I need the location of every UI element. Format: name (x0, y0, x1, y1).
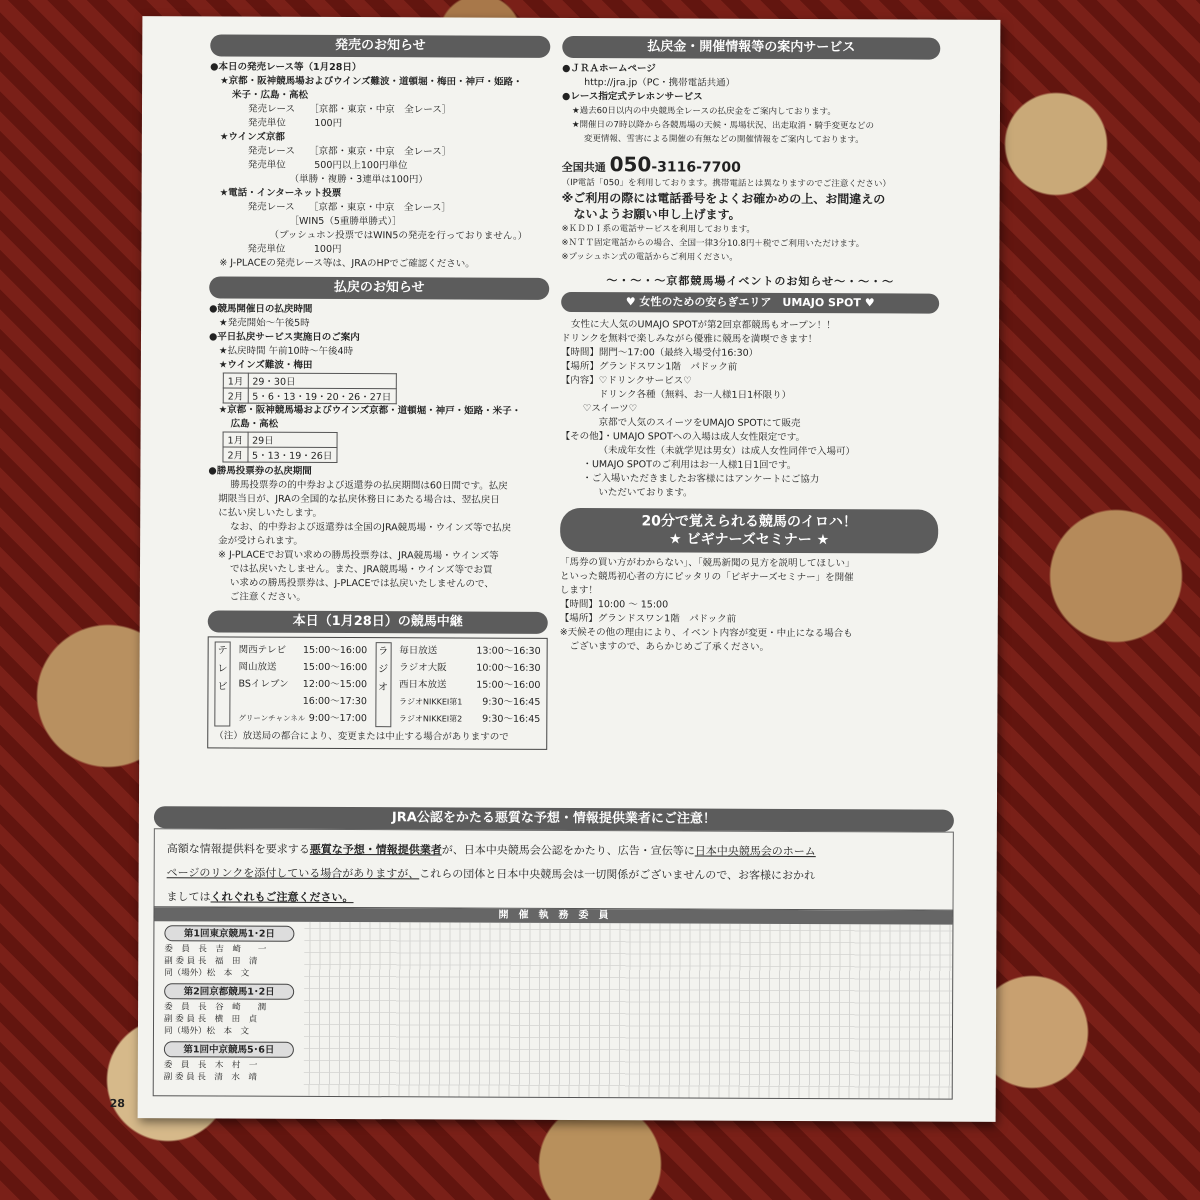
refund-period-line: 勝馬投票券の的中券および返還券の払戻期間は60日間です。払戻 (230, 479, 508, 492)
event-sweets-heading: ♡スイーツ♡ (582, 403, 638, 415)
list-item (399, 642, 540, 660)
sales-banner: 発売のお知らせ (210, 34, 550, 57)
info-tel-line: 変更情報、雪害による開催の有無などの開催情報をご案内しております。 (583, 134, 864, 146)
warning-line (167, 861, 941, 888)
table-cell: 2月 (223, 447, 248, 462)
warning-text: が、日本中央競馬会公認をかたり、広告・宣伝等に (441, 843, 695, 858)
umajo-spot-banner: ♥ 女性のための安らぎエリア UMAJO SPOT ♥ (561, 292, 939, 314)
list-item (239, 659, 368, 677)
refund-kyoto-table (222, 431, 337, 463)
event-other: ・ご入場いただきましたお客様にはアンケートにご協力 (582, 473, 820, 486)
info-tel-line: ★開催日の7時以降から各競馬場の天候・馬場状況、出走取消・騎手変更などの (571, 120, 875, 132)
table-row (223, 373, 396, 389)
official-line: 同（場外）松 本 文 (164, 968, 250, 979)
list-item (238, 710, 367, 728)
station-name: BSイレブン (238, 678, 289, 690)
list-item (399, 710, 540, 728)
event-other: いただいております。 (598, 487, 693, 499)
refund-kyoto-heading-2: 広島・高松 (230, 418, 279, 430)
station-name: 岡山放送 (238, 661, 277, 673)
table-row (223, 432, 337, 447)
sales-kyoto-heading-2: 米子・広島・高松 (232, 89, 309, 101)
page-number: 28 (109, 1097, 126, 1111)
official-line: 副 委 員 長 横 田 貞 (164, 1014, 258, 1025)
table-cell: 5・6・13・19・20・26・27日 (248, 388, 396, 404)
sales-kyoto-races: 発売レース ［京都・東京・中京 全レース］ (247, 103, 452, 116)
info-tel-heading: ●レース指定式テレホンサービス (562, 90, 703, 103)
air-time: 15:00〜16:00 (476, 679, 541, 691)
refund-period-line: に払い戻しいたします。 (218, 507, 323, 519)
station-name: ラジオNIKKEI第1 (398, 697, 463, 707)
officials-grid (304, 922, 953, 1099)
table-cell: 29・30日 (248, 373, 396, 389)
ntt-note: ※ＮＴＴ固定電話からの場合、全国一律3分10.8円＋税でご利用いただけます。 (561, 237, 865, 250)
sales-today-heading: ●本日の発売レース等（1月28日） (210, 61, 362, 74)
sales-tel-races: 発売レース ［京都・東京・中京 全レース］ (247, 201, 451, 214)
phone-label: 全国共通 (561, 160, 606, 175)
warning-text: ましては (166, 890, 211, 904)
info-jra-heading: ●ＪＲＡホームページ (562, 62, 656, 75)
seminar-subtitle: ★ ビギナーズセミナー ★ (669, 531, 830, 549)
seminar-time: 【時間】10:00 〜 15:00 (559, 598, 669, 611)
refund-period-line: い求めの勝馬投票券は、J-PLACEでは払戻いたしませんので、 (229, 577, 494, 590)
right-column (560, 36, 941, 656)
event-other: ・UMAJO SPOTのご利用はお一人様1日1回です。 (582, 459, 797, 471)
air-time: 15:00〜16:00 (302, 644, 368, 657)
station-name: グリーンチャンネル (238, 713, 306, 723)
warning-emphasis: くれぐれもご注意ください。 (210, 890, 354, 905)
list-item (238, 693, 367, 711)
officials-title: 開 催 執 務 委 員 (154, 907, 952, 924)
officials-table (153, 906, 954, 1099)
event-band: 〜・〜・〜京都競馬場イベントのお知らせ〜・〜・〜 (606, 274, 895, 289)
left-column (207, 34, 550, 749)
official-line: 委 員 長 谷 崎 潤 (164, 1002, 267, 1013)
event-content: 【内容】♡ドリンクサービス♡ (560, 374, 692, 387)
tv-list (238, 642, 367, 728)
seminar-note: ございますので、あらかじめご了承ください。 (569, 641, 769, 653)
radio-label: ラジオ (375, 642, 391, 727)
table-cell: 1月 (223, 373, 248, 388)
program-page (109, 16, 1001, 1122)
info-banner: 払戻金・開催情報等の案内サービス (562, 36, 940, 60)
official-line: 副 委 員 長 清 水 靖 (163, 1072, 257, 1083)
refund-weekday-heading: ●平日払戻サービス実施日のご案内 (208, 331, 360, 344)
officials-meets (154, 921, 305, 1084)
air-time: 15:00〜16:00 (302, 661, 368, 674)
table-cell: 5・13・19・26日 (248, 447, 337, 462)
info-tel-line: ★過去60日以内の中央競馬全レースの払戻金をご案内しております。 (571, 106, 836, 118)
official-line: 委 員 長 吉 崎 一 (164, 944, 267, 955)
official-line: 同（場外）松 本 文 (163, 1026, 250, 1037)
sales-tel-win5: ［WIN5（5重勝単勝式）］ (289, 215, 402, 228)
table-row (223, 388, 396, 404)
refund-period-line: なお、的中券および返還券は全国のJRA競馬場・ウインズ等で払戻 (230, 521, 512, 534)
refund-wins-table (223, 372, 397, 404)
air-time: 9:30〜16:45 (482, 713, 541, 725)
push-note: ※プッシュホン式の電話からご利用ください。 (561, 251, 738, 263)
air-time: 9:00〜17:00 (308, 712, 367, 725)
info-jra-url: http://jra.jp（PC・携帯電話共通） (584, 77, 736, 89)
seminar-line: といった競馬初心者の方にピッタリの「ビギナーズセミナー」を開催 (559, 570, 854, 584)
warning-text: 高額な情報提供料を要求する (166, 842, 310, 856)
refund-period-line: 金が受けられます。 (218, 535, 303, 547)
phone-number (562, 152, 940, 178)
meet-name: 第2回京都競馬1･2日 (164, 983, 294, 1000)
kddi-note: ※ＫＤＤＩ系の電話サービスを利用しております。 (561, 223, 755, 235)
event-drink: ドリンク各種（無料、お一人様1日1杯限り） (598, 389, 792, 401)
list-item (239, 642, 368, 660)
seminar-note: ※天候その他の理由により、イベント内容が変更・中止になる場合も (559, 626, 853, 640)
event-place: 【場所】グランドスワン1階 パドック前 (560, 360, 738, 373)
refund-period-line: では払戻いたしません。また、JRA競馬場・ウインズ等でお買 (229, 563, 493, 576)
refund-day-heading: ●競馬開催日の払戻時間 (209, 303, 313, 315)
meet-name: 第1回東京競馬1･2日 (164, 925, 294, 942)
phone-rest: -3116-7700 (651, 159, 741, 176)
station-name: ラジオ大阪 (399, 662, 447, 674)
list-item (399, 693, 540, 711)
sales-winskyoto-unit: 発売単位 500円以上100円単位 (247, 159, 408, 172)
table-cell: 29日 (248, 432, 337, 447)
refund-period-heading: ●勝馬投票券の払戻期間 (208, 465, 312, 477)
event-other: 【その他】・UMAJO SPOTへの入場は成人女性限定です。 (560, 430, 806, 444)
table-cell: 2月 (223, 388, 248, 403)
phone-prefix: 050 (609, 152, 652, 177)
refund-banner: 払戻のお知らせ (209, 276, 549, 299)
refund-period-line: ご注意ください。 (229, 591, 306, 603)
official-line: 副 委 員 長 福 田 清 (164, 956, 258, 967)
warning-line (167, 837, 941, 864)
refund-kyoto-heading: ★京都・阪神競馬場およびウインズ京都・道頓堀・神戸・姫路・米子・ (218, 404, 522, 417)
event-other: （未成年女性（未就学児は男女）は成人女性同伴で入場可） (598, 445, 856, 458)
refund-wins-heading: ★ウインズ難波・梅田 (218, 359, 313, 371)
warning-text: これらの団体と日本中央競馬会は一切関係がございませんので、お客様におかれ (419, 867, 816, 883)
sales-kyoto-unit: 発売単位 100円 (247, 117, 343, 130)
list-item (238, 676, 367, 694)
warning-emphasis: 悪質な予想・情報提供業者 (309, 842, 442, 857)
sales-tel-heading: ★電話・インターネット投票 (219, 187, 342, 200)
seminar-banner (560, 508, 938, 554)
station-name: 毎日放送 (399, 645, 438, 657)
station-name: ラジオNIKKEI第2 (398, 714, 463, 724)
sales-tel-note: （プッシュホン投票ではWIN5の発売を行っておりません。） (269, 229, 528, 242)
refund-period-line: 期限当日が、JRAの全国的な払戻休務日にあたる場合は、翌払戻日 (218, 493, 500, 506)
station-name: 関西テレビ (238, 644, 286, 656)
warning-emphasis: 日本中央競馬会のホーム (694, 844, 816, 859)
event-intro: 女性に大人気のUMAJO SPOTが第2回京都競馬もオープン！！ (571, 319, 836, 332)
air-time: 13:00〜16:30 (476, 645, 541, 657)
list-item (399, 676, 540, 694)
air-time: 12:00〜15:00 (302, 678, 368, 691)
warning-emphasis: ページのリンクを添付している場合がありますが、 (166, 866, 420, 881)
radio-list (399, 642, 541, 728)
air-time: 16:00〜17:30 (302, 695, 368, 708)
air-time: 9:30〜16:45 (482, 696, 541, 708)
air-time: 10:00〜16:30 (476, 662, 541, 674)
warning-banner: JRA公認をかたる悪質な予想・情報提供業者にご注意！ (154, 806, 954, 831)
seminar-place: 【場所】グランドスワン1階 パドック前 (559, 612, 737, 625)
broadcast-box (207, 636, 547, 749)
station-name: 西日本放送 (399, 679, 447, 691)
sales-jplace-note: ※ J-PLACEの発売レース等は、JRAのHPでご確認ください。 (219, 257, 475, 270)
seminar-line: します！ (559, 584, 598, 597)
list-item (399, 659, 540, 677)
sales-tel-unit: 発売単位 100円 (247, 243, 342, 256)
sales-kyoto-heading: ★京都・阪神競馬場およびウインズ難波・道頓堀・梅田・神戸・姫路・ (220, 75, 523, 88)
broadcast-note: （注）放送局の都合により、変更または中止する場合がありますので (214, 730, 509, 743)
refund-period-line: ※ J-PLACEでお買い求めの勝馬投票券は、JRA競馬場・ウインズ等 (218, 549, 499, 562)
caution-line: ※ご利用の際には電話番号をよくお確かめの上、お間違えの (561, 190, 886, 207)
caution-line: ないようお願い申し上げます。 (573, 207, 741, 222)
sales-winskyoto-note: （単勝・複勝・3連単は100円） (289, 173, 428, 186)
refund-weekday-time: ★払戻時間 午前10時〜午後4時 (218, 345, 354, 358)
seminar-line: 「馬券の買い方がわからない」、「競馬新聞の見方を説明してほしい」 (560, 556, 855, 570)
event-intro: ドリンクを無料で楽しみながら優雅に競馬を満喫できます！ (560, 332, 818, 346)
sales-winskyoto-races: 発売レース ［京都・東京・中京 全レース］ (247, 145, 452, 158)
sales-winskyoto-heading: ★ウインズ京都 (219, 131, 285, 143)
table-cell: 1月 (223, 432, 248, 447)
event-sweets: 京都で人気のスイーツをUMAJO SPOTにて販売 (598, 417, 801, 430)
meet-name: 第1回中京競馬5･6日 (164, 1041, 294, 1058)
broadcast-banner: 本日（1月28日）の競馬中継 (208, 610, 548, 633)
event-time: 【時間】開門〜17:00（最終入場受付16:30） (560, 346, 759, 359)
table-row (223, 447, 337, 462)
phone-note: （IP電話「050」を利用しております。携帯電話とは異なりますのでご注意ください） (561, 177, 891, 190)
official-line: 委 員 長 木 村 一 (163, 1060, 258, 1071)
tv-label: テレビ (214, 641, 230, 726)
refund-day-time: ★発売開始〜午後5時 (219, 317, 310, 329)
seminar-title: 20分で覚えられる競馬のイロハ！ (641, 513, 857, 531)
